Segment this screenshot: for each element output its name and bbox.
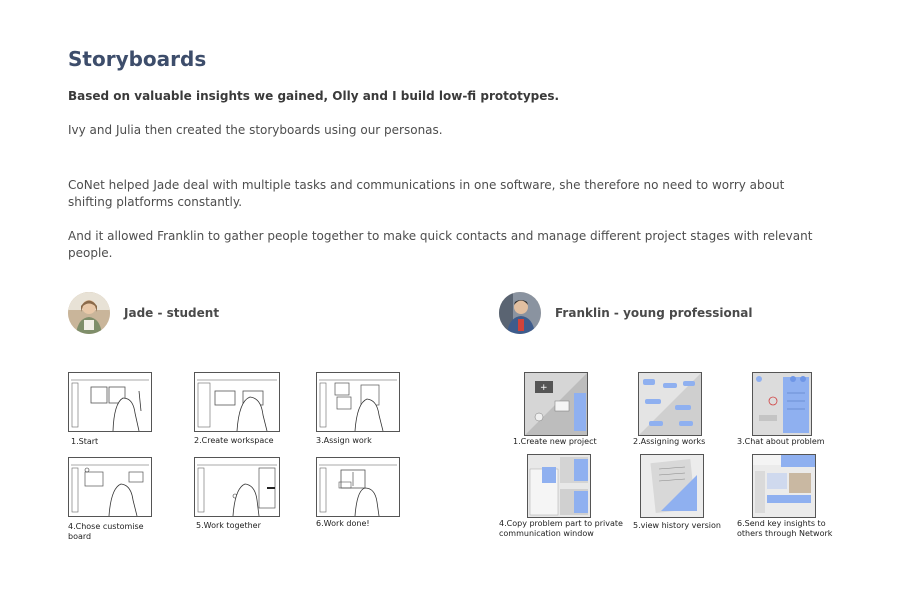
storyboard-frame — [527, 454, 591, 518]
caption: 2.Assigning works — [633, 437, 706, 446]
caption: 5.Work together — [196, 521, 261, 530]
avatar — [499, 292, 541, 334]
paragraph-1: Ivy and Julia then created the storyboards using our personas. — [68, 123, 443, 137]
page-title: Storyboards — [68, 47, 207, 71]
caption: 3.Assign work — [316, 436, 372, 445]
persona-franklin — [499, 292, 753, 334]
caption: 2.Create workspace — [194, 436, 274, 445]
caption: 6.Send key insights to others through Network — [737, 519, 833, 538]
storyboard-frame — [316, 457, 400, 517]
storyboard-frame — [752, 454, 816, 518]
caption: 4.Copy problem part to private communication window — [499, 519, 623, 538]
storyboard-frame — [316, 372, 400, 432]
persona-name: Franklin - young professional — [555, 306, 753, 320]
storyboard-frame — [752, 372, 812, 436]
storyboard-frame — [640, 454, 704, 518]
storyboard-frame — [194, 457, 280, 517]
storyboard-frame — [638, 372, 702, 436]
svg-text:+: + — [540, 383, 548, 393]
caption: 5.view history version — [633, 521, 721, 530]
storyboard-frame — [68, 457, 152, 517]
storyboard-frame — [68, 372, 152, 432]
persona-name: Jade - student — [124, 306, 220, 320]
paragraph-2: CoNet helped Jade deal with multiple tasks and communications in one software, she therefore no need to worry about shifting platforms constantly. — [68, 178, 785, 209]
paragraph-3: And it allowed Franklin to gather people together to make quick contacts and manage different project stages with relevant people. — [68, 229, 813, 260]
caption: 1.Start — [71, 437, 99, 446]
persona-jade — [68, 292, 219, 334]
storyboard-frame — [524, 372, 588, 436]
caption: 4.Chose customise board — [68, 522, 144, 541]
caption: 6.Work done! — [316, 519, 370, 528]
caption: 3.Chat about problem — [737, 437, 825, 446]
lead-text: Based on valuable insights we gained, Olly and I build low-fi prototypes. — [68, 89, 560, 103]
caption: 1.Create new project — [513, 437, 597, 446]
avatar — [68, 292, 110, 334]
storyboard-frame — [194, 372, 280, 432]
